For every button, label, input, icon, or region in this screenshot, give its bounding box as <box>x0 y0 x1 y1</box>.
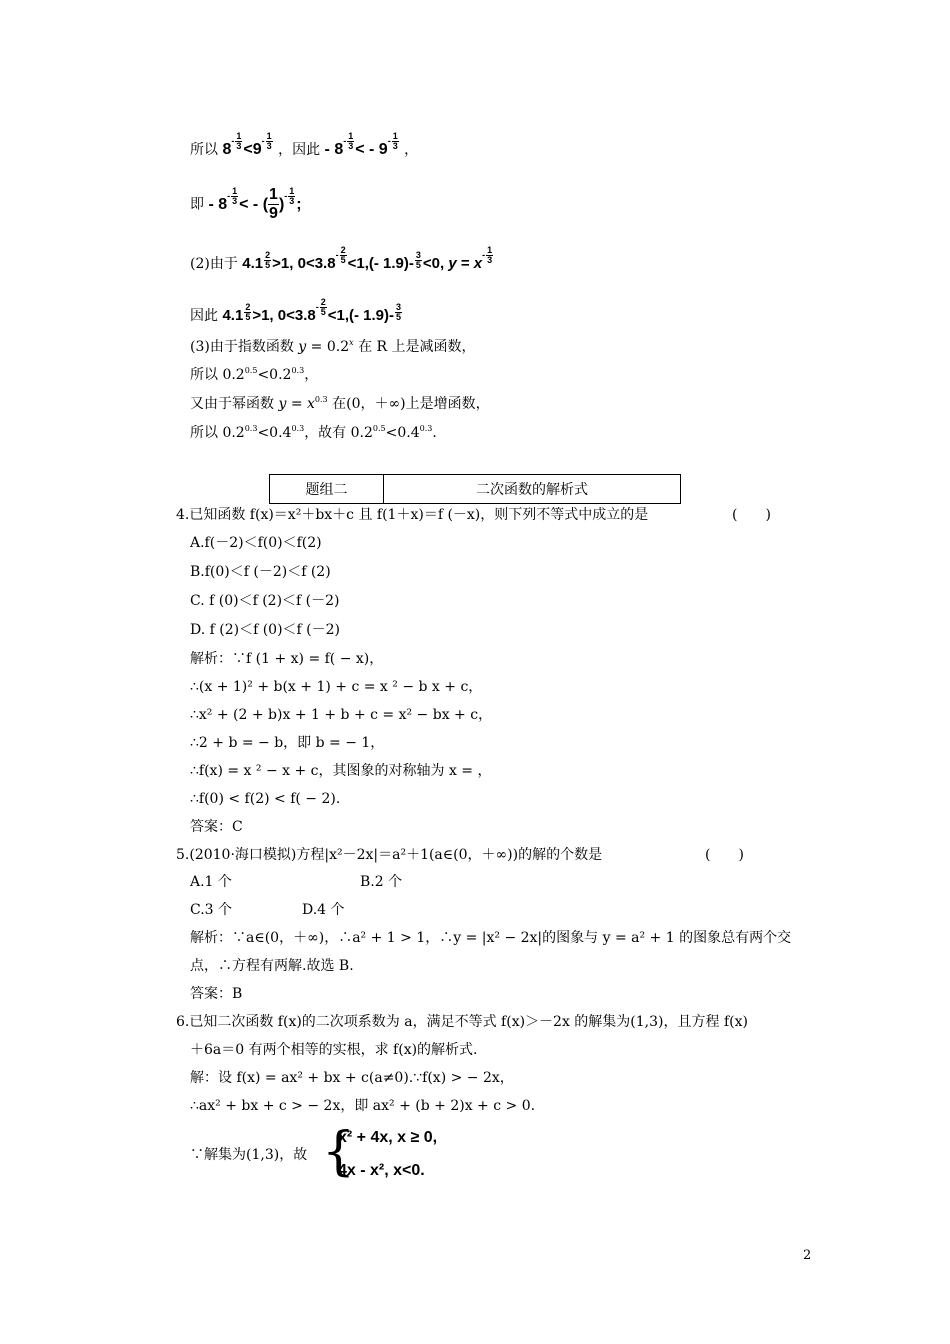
q4-solution-4: ∴2 + b = − b，即 b = − 1， <box>190 735 385 751</box>
q6-solution-2: ∴ax² + bx + c > − 2x，即 ax² + (b + 2)x + c > 0. <box>190 1098 536 1114</box>
q4-option-a: A.f(－2)＜f(0)＜f(2) <box>190 535 322 551</box>
q5-option-b: B.2 个 <box>360 874 403 890</box>
text-line-6: 所以 $0.2^{0.5}<0.2^{0.3}$， <box>190 366 319 383</box>
q4-option-b: B.f(0)＜f (－2)＜f (2) <box>190 564 331 580</box>
q5-answer: 答案：B <box>190 986 243 1002</box>
text-line-5: (3)由于指数函数 $y = 0.2^x$ 在 R 上是减函数， <box>190 338 476 355</box>
text-line-7: 又由于幂函数 $y = x^{0.3}$ 在(0，＋∞)上是增函数， <box>190 395 490 412</box>
q5-option-a: A.1 个 <box>190 874 232 890</box>
q6-solution-3: ∵解集为(1,3)，故 <box>190 1147 308 1163</box>
page-number: 2 <box>803 1248 812 1263</box>
q4-answer-paren: ( ) <box>732 507 771 523</box>
q6-solution-1: 解：设 f(x) = ax² + bx + c(a≠0).∵f(x) > − 2x， <box>190 1070 514 1086</box>
q5-option-c: C.3 个 <box>190 902 233 918</box>
piecewise-case-2: 4x - x², x<0. <box>338 1162 425 1179</box>
text-line-1: 所以 8- $\frac{1}{3}$ <9- $\frac{1}{3}$ ，因此 - 8- $\frac{1}{3}$ < - 9- $\frac{1}{3}$ ， <box>190 131 419 158</box>
text-line-2: 即 - 8- $\frac{1}{3}$ < - ( $\frac{1}{9}$ )- $\frac{1}{3}$ ; <box>190 185 302 222</box>
text-line-8: 所以 $0.2^{0.3}<0.4^{0.3}$，故有 $0.2^{0.5}<0.4^{0.3}$. <box>190 424 437 441</box>
piecewise-case-1: x² + 4x, x ≥ 0, <box>338 1129 438 1146</box>
q5-solution-1: 解析：∵a∈(0，＋∞)，∴a² + 1 > 1，∴y = |x² − 2x|的图象与 y = a² + 1 的图象总有两个交 <box>190 930 792 946</box>
q4-solution-2: ∴(x + 1)² + b(x + 1) + c = x ² − b x + c， <box>190 679 483 695</box>
q6-stem-2: ＋6a＝0 有两个相等的实根，求 f(x)的解析式. <box>190 1042 478 1058</box>
q4-solution-5: ∴f(x) = x ² − x + c，其图象的对称轴为 x = ， <box>190 763 492 779</box>
piecewise-brace: { <box>322 1122 356 1182</box>
q4-solution-3: ∴x² + (2 + b)x + 1 + b + c = x² − bx + c， <box>190 707 493 723</box>
q5-solution-2: 点，∴方程有两解.故选 B. <box>190 958 354 974</box>
q4-solution-6: ∴f(0) < f(2) < f( − 2). <box>190 791 341 807</box>
text-line-4: 因此 4.1 $\frac{2}{5}$ >1, 0<3.8- $\frac{2}{5}$ <1,(- 1.9)- $\frac{3}{5}$ <box>190 297 402 324</box>
q5-option-d: D.4 个 <box>302 902 345 918</box>
q6-stem-1: 6.已知二次函数 f(x)的二次项系数为 a，满足不等式 f(x)＞－2x 的解集为(1,3)，且方程 f(x) <box>176 1014 748 1030</box>
q5-answer-paren: ( ) <box>705 847 744 863</box>
q4-answer: 答案：C <box>190 819 243 835</box>
table-cell-group: 题组二 <box>270 475 384 504</box>
q4-stem: 4.已知函数 f(x)＝x²＋bx＋c 且 f(1＋x)＝f (－x)，则下列不等式中成立的是 <box>176 507 649 523</box>
q4-option-c: C. f (0)＜f (2)＜f (－2) <box>190 593 340 609</box>
q4-option-d: D. f (2)＜f (0)＜f (－2) <box>190 622 341 638</box>
topic-group-table <box>269 474 681 504</box>
q4-solution-1: 解析：∵f (1 + x) = f( − x)， <box>190 651 384 667</box>
text-line-3: (2)由于 4.1 $\frac{2}{5}$ >1, 0<3.8- $\frac{2}{5}$ <1,(- 1.9)- $\frac{3}{5}$ <0, y = x- $\frac{1}{3}$ <box>190 245 493 272</box>
q5-stem: 5.(2010·海口模拟)方程|x²－2x|＝a²＋1(a∈(0，＋∞))的解的个数是 <box>176 847 603 863</box>
table-cell-topic: 二次函数的解析式 <box>384 475 681 504</box>
